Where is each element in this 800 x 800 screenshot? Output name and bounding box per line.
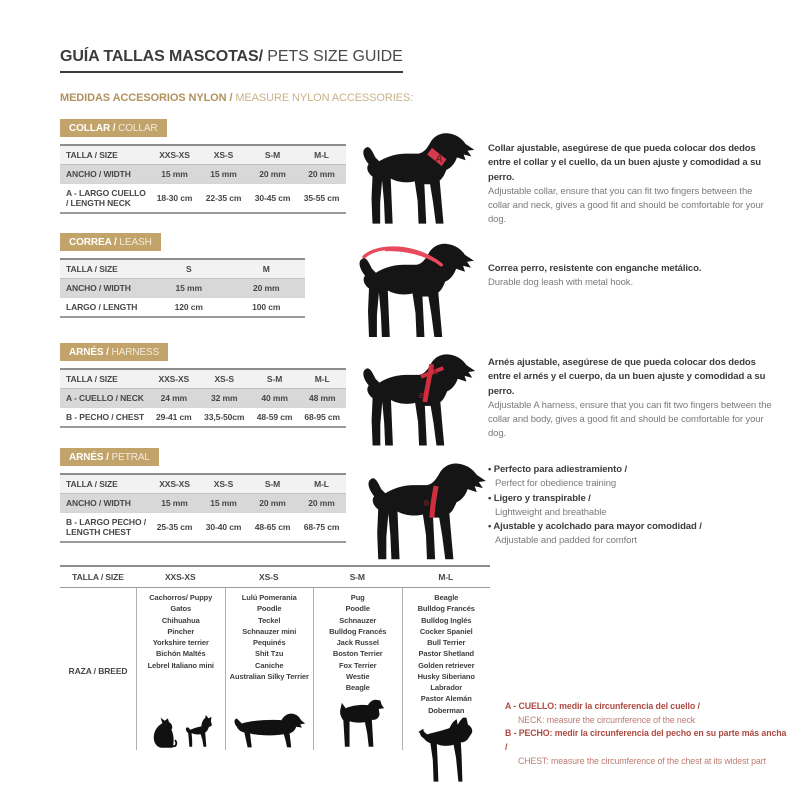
size-value: 29-41 cm [150,408,198,428]
chihuahua-silhouette [181,715,213,749]
breed-name: Schnauzer mini [242,626,297,636]
bullet-es: • Ajustable y acolchado para mayor comodidad / [488,521,702,532]
column-header: XS-S [199,145,248,165]
column-header: XXS-XS [164,572,196,582]
breed-col-xxs-xs [136,588,225,750]
badge-label-en: COLLAR [115,123,158,134]
size-value: 48-59 cm [251,408,299,428]
table-row [60,494,346,513]
note-en: NECK: measure the circumference of the neck [518,714,696,725]
column-header: TALLA / SIZE [60,474,150,494]
column-header: XXS-XS [150,145,199,165]
page-title-es: GUÍA TALLAS MASCOTAS/ [60,48,263,65]
harness-description [488,356,774,442]
size-value: 100 cm [228,298,306,318]
silhouettes-m-l [415,716,477,785]
breed-name: Poodle [257,604,282,614]
bullet-es: • Perfecto para adiestramiento / [488,464,627,475]
harness-desc-en: Adjustable A harness, ensure that you can fit two fingers between the collar and body, gives a good fit and should be comfortable for your dog. [488,399,772,440]
column-header: M-L [297,145,346,165]
breed-col-xs-s [225,588,314,750]
feature-bullet [488,492,774,521]
measure-note [505,700,790,727]
size-value: 15 mm [199,494,248,513]
table-row [60,389,346,408]
harness-marker-b: B [419,391,425,401]
page-title [60,48,403,73]
measurement-notes [505,700,790,768]
table-row [60,184,346,214]
doberman-silhouette [415,716,477,784]
breed-name: Pincher [167,626,195,636]
badge-label-es: ARNÉS / [69,452,109,463]
size-value: 120 cm [150,298,228,318]
breed-name: Pastor Alemán [420,694,472,704]
column-header: M-L [438,572,454,582]
harness-marker-a: A [432,367,438,377]
breed-list [230,592,309,682]
column-header: XXS-XS [150,369,198,389]
section-badge-petral [60,448,159,466]
petral-size-table [60,473,346,543]
badge-label-es: ARNÉS / [69,347,109,358]
column-header: TALLA / SIZE [60,145,150,165]
size-value: 15 mm [150,494,199,513]
size-value: 20 mm [297,494,346,513]
column-header: S-M [349,572,365,582]
collar-description [488,142,774,228]
column-header: TALLA / SIZE [60,259,150,279]
breed-name: Cachorros/ Puppy [149,593,213,602]
collar-desc-en: Adjustable collar, ensure that you can fit two fingers between the collar and neck, gives a good fit and should be comfortable for your dog. [488,185,764,226]
collar-desc-es: Collar ajustable, asegúrese de que pueda colocar dos dedos entre el collar y el cuello, da un buen ajuste y comodidad a su perro. [488,143,761,183]
row-label: A - LARGO CUELLO / LENGTH NECK [60,184,150,214]
table-row [60,279,305,298]
column-header: S-M [251,369,299,389]
column-header: S-M [248,145,297,165]
breed-list [148,592,214,671]
measure-note [505,727,790,768]
breed-name: Shit Tzu [255,649,284,659]
schnauzer-silhouette [330,699,386,749]
harness-desc-es: Arnés ajustable, asegúrese de que pueda colocar dos dedos entre el arnés y el cuerpo, da un buen ajuste y comodidad a su perro. [488,357,766,397]
size-value: 32 mm [198,389,251,408]
size-value: 40 mm [251,389,299,408]
breed-name: Fox Terrier [338,660,377,670]
breed-name: Lulú Pomerania [241,593,297,602]
leash-desc-es: Correa perro, resistente con enganche metálico. [488,263,702,274]
breed-table [60,565,490,750]
column-header: M [228,259,306,279]
leash-description [488,262,774,291]
size-value: 15 mm [199,165,248,184]
leash-dog-illustration [356,242,480,346]
breed-name: Pastor Shetland [418,649,475,659]
petral-dog-illustration [365,461,492,569]
raza-breed-label: RAZA / BREED [68,665,128,676]
column-header: M-L [297,474,346,494]
breed-name: Bull Terrier [427,638,466,647]
size-value: 20 mm [228,279,306,298]
bullet-en: Lightweight and breathable [495,506,607,518]
table-row [60,298,305,318]
breed-name: Bichón Maltés [155,649,206,659]
breed-table-body [60,588,490,750]
page-subtitle-es: MEDIDAS ACCESORIOS NYLON / [60,92,233,104]
collar-dog-illustration [360,131,480,233]
row-label: A - CUELLO / NECK [60,389,150,408]
silhouettes-xs-s [231,712,307,750]
breed-name: Chihuahua [161,615,200,625]
silhouettes-s-m [330,699,386,750]
badge-label-en: LEASH [116,237,152,248]
breed-name: Boston Terrier [332,649,383,659]
breed-name: Husky Siberiano [417,671,475,681]
leash-size-table [60,258,305,318]
breed-name: Australian Silky Terrier [229,671,309,681]
note-en: CHEST: measure the circumference of the chest at its widest part [518,755,766,766]
table-row [60,513,346,543]
row-label: LARGO / LENGTH [60,298,150,318]
row-label: B - LARGO PECHO / LENGTH CHEST [60,513,150,543]
badge-label-es: CORREA / [69,237,117,248]
breed-row-label [60,588,136,750]
column-header: S-M [248,474,297,494]
breed-name: Schnauzer [339,615,377,625]
section-badge-leash [60,233,161,251]
size-value: 24 mm [150,389,198,408]
note-es: B - PECHO: medir la circunferencia del pecho en su parte más ancha / [505,728,787,752]
size-value: 35-55 cm [297,184,346,214]
feature-bullet [488,520,774,549]
page-subtitle-en: MEASURE NYLON ACCESSORIES: [232,92,414,104]
row-label: ANCHO / WIDTH [60,279,150,298]
badge-label-es: COLLAR / [69,123,116,134]
row-label: B - PECHO / CHEST [60,408,150,428]
size-value: 30-40 cm [199,513,248,543]
page-title-en: PETS SIZE GUIDE [262,48,403,65]
breed-name: Teckel [258,615,281,625]
badge-label-en: PETRAL [108,452,150,463]
row-label: ANCHO / WIDTH [60,494,150,513]
size-value: 15 mm [150,165,199,184]
table-row [60,408,346,428]
collar-size-table [60,144,346,214]
size-value: 20 mm [297,165,346,184]
column-header: S [150,259,228,279]
table-header-row [60,145,346,165]
size-value: 30-45 cm [248,184,297,214]
breed-list [329,592,386,693]
table-header-row [60,474,346,494]
breed-name: Westie [346,671,370,681]
bullet-en: Adjustable and padded for comfort [495,535,637,547]
breed-table-header [60,565,490,588]
breed-name: Bulldog Francés [329,626,387,636]
size-value: 68-75 cm [297,513,346,543]
size-value: 20 mm [248,494,297,513]
table-row [60,165,346,184]
harness-dog-illustration [360,352,481,455]
dachshund-silhouette [231,712,307,749]
breed-name: Beagle [345,683,370,692]
bullet-en: Perfect for obedience training [495,478,617,490]
breed-name: Bulldog Inglés [421,615,472,625]
breed-name: Cocker Spaniel [419,626,473,636]
section-badge-harness [60,343,168,361]
petral-marker-b: B [423,498,430,508]
size-value: 68-95 cm [298,408,346,428]
note-es: A - CUELLO: medir la circunferencia del cuello / [505,701,700,711]
breed-name: Gatos [170,604,192,614]
breed-name: Labrador [430,683,463,692]
breed-name: Poodle [345,604,370,614]
cat-silhouette [148,713,178,749]
breed-name: Beagle [434,593,459,602]
section-badge-collar [60,119,167,137]
breed-name: Pequinés [252,638,286,647]
size-value: 48 mm [298,389,346,408]
breed-col-s-m [313,588,402,750]
table-header-row [60,259,305,279]
breed-name: Pug [350,593,365,602]
size-value: 22-35 cm [199,184,248,214]
column-header: TALLA / SIZE [72,572,124,582]
harness-size-table [60,368,346,428]
size-value: 15 mm [150,279,228,298]
table-header-row [60,369,346,389]
breed-name: Yorkshire terrier [152,638,209,647]
breed-list [418,592,475,716]
column-header: M-L [298,369,346,389]
collar-marker-a: A [434,152,444,166]
breed-name: Jack Russel [336,638,379,647]
breed-name: Bulldog Francés [417,604,475,614]
badge-label-en: HARNESS [108,347,160,358]
leash-desc-en: Durable dog leash with metal hook. [488,277,633,289]
size-value: 25-35 cm [150,513,199,543]
size-value: 33,5-50cm [198,408,251,428]
breed-col-m-l [402,588,491,750]
breed-name: Doberman [428,705,465,715]
column-header: XS-S [198,369,251,389]
silhouettes-xxs-xs [148,713,213,750]
petral-feature-bullets [488,463,774,549]
column-header: XXS-XS [150,474,199,494]
breed-name: Golden retriever [418,660,475,670]
page-subtitle [60,92,413,104]
row-label: ANCHO / WIDTH [60,165,150,184]
size-value: 18-30 cm [150,184,199,214]
column-header: XS-S [199,474,248,494]
column-header: XS-S [259,572,279,582]
size-value: 48-65 cm [248,513,297,543]
column-header: TALLA / SIZE [60,369,150,389]
bullet-es: • Ligero y transpirable / [488,492,591,504]
size-value: 20 mm [248,165,297,184]
feature-bullet [488,463,774,492]
breed-name: Lebrel Italiano mini [147,660,214,670]
breed-name: Caniche [255,660,284,670]
